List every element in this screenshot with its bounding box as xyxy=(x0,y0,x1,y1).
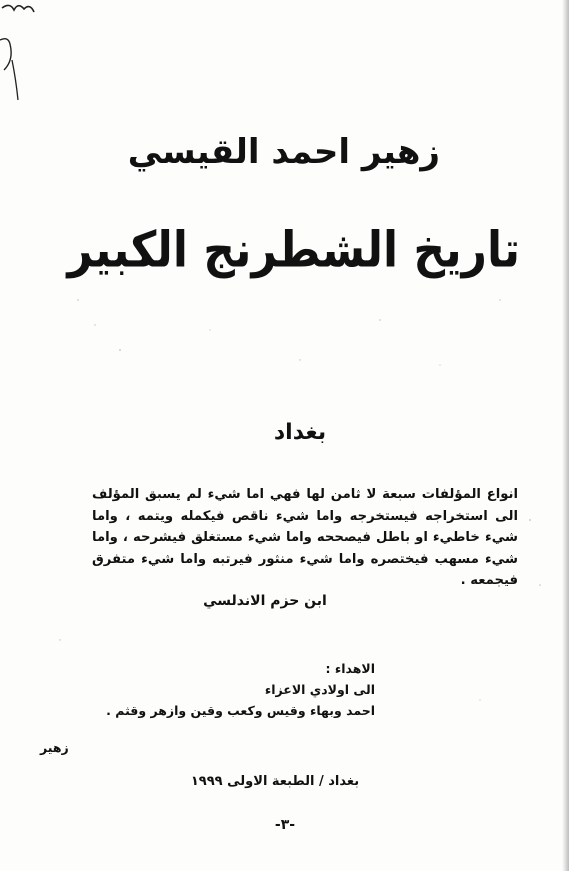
dedication-line: الى اولادي الاعزاء xyxy=(264,682,375,697)
epigraph-quote: انواع المؤلفات سبعة لا ثامن لها فهي اما شيء لم يسبق المؤلف الى استخراجه فيستخرجه واما شيء ناقص فيكمله ويتمه ، واما شيء خاطيء او باطل فيصححه واما شيء مستغلق فيشرحه ، واما شيء مسهب فيختصره واما شيء منثور فيرتبه واما شيء متفرق فيجمعه . xyxy=(92,487,518,588)
epigraph-author: ابن حزم الاندلسي xyxy=(203,593,327,609)
page-number: -٣- xyxy=(274,817,296,833)
scan-edge-shadow xyxy=(562,0,569,871)
handwritten-corner-mark xyxy=(0,0,60,110)
publication-city: بغداد xyxy=(273,420,327,445)
author-signature: زهير xyxy=(40,740,69,755)
book-title: تاريخ الشطرنج الكبير xyxy=(67,221,520,279)
dedication-block xyxy=(40,658,375,721)
edition-line: بغداد / الطبعة الاولى ١٩٩٩ xyxy=(190,774,360,789)
dedication-heading: الاهداء : xyxy=(325,661,375,676)
book-author: زهير احمد القيسي xyxy=(127,132,440,172)
dedication-line: احمد وبهاء وقيس وكعب وقين وازهر وقثم . xyxy=(106,703,375,718)
